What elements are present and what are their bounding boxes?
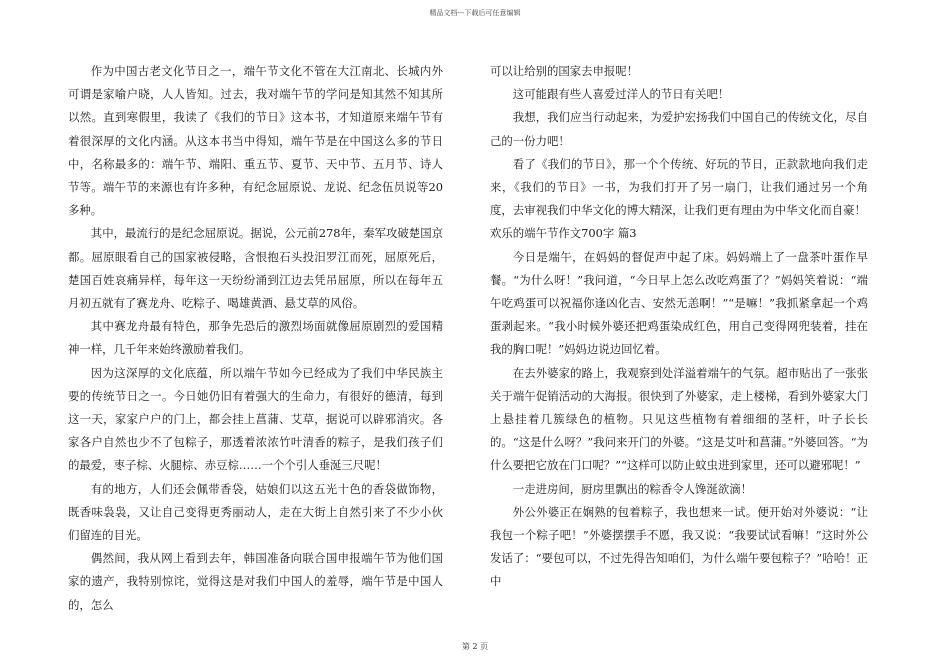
paragraph: 这可能跟有些人喜爱过洋人的节日有关吧！ xyxy=(512,87,730,102)
paragraph: 今日是端午，在妈妈的督促声中起了床。妈妈端上了一盘茶叶蛋作早餐。“为什么呀！”我问道，“今日早上怎么改吃鸡蛋了？”妈妈笑着说：“端午吃鸡蛋可以祝福你逢凶化吉、安然无恙啊！”“是嘛！”我抓紧拿起一个鸡蛋剥起来。“我小时候外婆还把鸡蛋染成红色，用自己变得网兜装着，挂在我的胸口呢！”妈妈边说边回忆着。 xyxy=(490,249,868,357)
paragraph: 在去外婆家的路上，我观察到处洋溢着端午的气氛。超市贴出了一张张关于端午促销活动的大海报。很快到了外婆家，走上楼梯，看到外婆家大门上悬挂着几簇绿色的植物。只见这些植物有着细细的茎杆，叶子长长的。“这是什么呀？”我问来开门的外婆。“这是艾叶和菖蒲。”外婆回答。“为什么要把它放在门口呢？”“这样可以防止蚊虫进到家里，还可以避邪呢！” xyxy=(490,365,868,473)
paragraph: 欢乐的端午节作文700字 篇3 xyxy=(490,226,637,241)
paragraph: 其中，最流行的是纪念屈原说。据说，公元前278年，秦军攻破楚国京都。屈原眼看自己的国家被侵略，含恨抱石头投汨罗江而死，屈原死后，楚国百姓哀痛异样，每年这一天纷纷涌到江边去凭吊屈原，所以在每年五月初五就有了赛龙舟、吃粽子、喝雄黄酒、悬艾草的风俗。 xyxy=(68,226,443,311)
paragraph: 我想，我们应当行动起来，为爱护宏扬我们中国自己的传统文化，尽自己的一份力吧！ xyxy=(490,110,868,148)
paragraph: 一走进房间，厨房里飘出的粽香令人馋涎欲滴！ xyxy=(512,481,753,496)
paragraph: 偶然间，我从网上看到去年，韩国准备向联合国申报端午节为他们国家的遗产，我特别惊诧，觉得这是对我们中国人的羞辱，端午节是中国人的，怎么 xyxy=(68,551,443,612)
paragraph: 可以让给别的国家去申报呢！ xyxy=(490,64,639,78)
left-column xyxy=(68,60,443,617)
page-number: 第 2 页 xyxy=(461,642,489,651)
right-column xyxy=(490,60,868,594)
paragraph: 外公外婆正在娴熟的包着粽子，我也想来一试。便开始对外婆说：“让我包一个粽子吧！”外婆摆摆手不愿，我又说：“我要试试看嘛！”这时外公发话了：“要包可以，不过先得告知咱们，为什么端午要包粽子？”哈哈！正中 xyxy=(490,504,868,589)
paragraph: 其中赛龙舟最有特色，那争先恐后的激烈场面就像屈原剧烈的爱国精神一样，几千年来始终激励着我们。 xyxy=(68,319,443,357)
paragraph: 作为中国古老文化节日之一，端午节文化不管在大江南北、长城内外可谓是家喻户晓，人人皆知。过去，我对端午节的学问是知其然不知其所以然。直到寒假里，我读了《我们的节日》这本书，才知道原来端午节有着很深厚的文化内涵。从这本书当中得知，端午节是在中国这么多的节日中，名称最多的：端午节、端阳、重五节、夏节、天中节、五月节、诗人节等。端午节的来源也有许多种，有纪念屈原说、龙说、纪念伍员说等20多种。 xyxy=(68,64,443,218)
paragraph: 有的地方，人们还会佩带香袋，姑娘们以这五光十色的香袋做饰物，既香味袅袅，又让自己变得更秀丽动人，走在大街上自然引来了不少小伙们留连的目光。 xyxy=(68,481,443,543)
paragraph: 看了《我们的节日》，那一个个传统、好玩的节日，正款款地向我们走来，《我们的节日》一书，为我们打开了另一扇门，让我们通过另一个角度，去审视我们中华文化的博大精深，让我们更有理由为中华文化而自豪！ xyxy=(490,156,868,218)
paragraph: 因为这深厚的文化底蕴，所以端午节如今已经成为了我们中华民族主要的传统节日之一。今日她仍旧有着强大的生命力，有很好的德清，每到这一天，家家户户的门上，都会挂上菖蒲、艾草，据说可以辟邪消灾。各家各户自然也少不了包粽子，那透着浓浓竹叶清香的粽子，是我们孩子们的最爱，枣子棕、火腿棕、赤豆棕……一个个引人垂涎三尺呢！ xyxy=(68,365,443,473)
page-header: 精品文档---下载后可任意编辑 xyxy=(429,9,521,17)
